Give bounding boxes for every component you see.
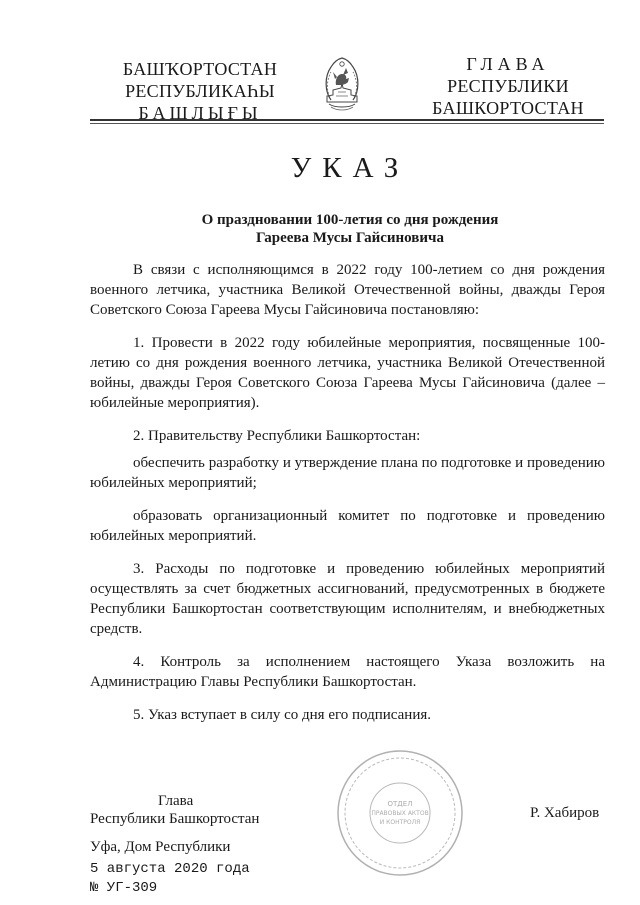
document-title: УКАЗ [290,152,410,184]
header-right-line1: ГЛАВА [466,54,550,74]
stamp-text-line2: ПРАВОВЫХ АКТОВ [371,810,429,817]
decree-number: № УГ-309 [90,880,158,896]
clause-3: 3. Расходы по подготовке и проведению юбилейных мероприятий осуществлять за счет бюджетных ассигнований, предусмотренных в бюджете Республики Башкортостан соответствующим исполнителям, и внебюджетных средств. [90,561,605,637]
header-right-line2: РЕСПУБЛИКИ [447,76,569,96]
preamble-paragraph: В связи с исполняющимся в 2022 году 100-летием со дня рождения военного летчика, участника Великой Отечественной войны, дважды Героя Советского Союза Гареева Мусы Гайсиновича постановляю: [90,262,605,318]
header-left-line1: БАШҠОРТОСТАН [122,59,278,79]
issue-date: 5 августа 2020 года [90,861,250,877]
official-stamp-icon [335,748,465,878]
clause-2-item-1: обеспечить разработку и утверждение плана по подготовке и проведению юбилейных мероприятий; [90,455,605,491]
document-subtitle [90,211,610,247]
header-bashkir-title [100,58,300,124]
stamp-text-line3: И КОНТРОЛЯ [379,819,421,826]
subtitle-line2: Гареева Мусы Гайсиновича [256,230,444,246]
signatory-title-line1: Глава [158,793,194,809]
header-rule-thick [90,119,604,121]
issue-place: Уфа, Дом Республики [90,839,231,855]
bashkortostan-emblem-icon [319,52,365,114]
header-right-line3: БАШКОРТОСТАН [432,98,584,118]
decree-body [90,260,605,732]
clause-2-item-2: образовать организационный комитет по подготовке и проведению юбилейных мероприятий. [90,508,605,544]
header-left-line3: БАШЛЫҒЫ [138,103,262,123]
signatory-title-line2: Республики Башкортостан [90,811,260,827]
clause-4: 4. Контроль за исполнением настоящего Указа возложить на Администрацию Главы Республики Башкортостан. [90,654,605,690]
header-rule-thin [90,123,604,124]
header-russian-title [420,53,596,119]
signer-name: Р. Хабиров [530,805,600,821]
clause-2: 2. Правительству Республики Башкортостан: [133,428,421,444]
header-left-line2: РЕСПУБЛИКАҺЫ [125,81,275,101]
clause-1: 1. Провести в 2022 году юбилейные мероприятия, посвященные 100-летию со дня рождения военного летчика, участника Великой Отечественной войны, дважды Героя Советского Союза Гареева Мусы Гайсиновича (далее – юбилейные мероприятия). [90,335,605,411]
signatory-title [90,792,259,828]
clause-5: 5. Указ вступает в силу со дня его подписания. [133,707,431,723]
stamp-text-line1: ОТДЕЛ [387,800,413,808]
subtitle-line1: О праздновании 100-летия со дня рождения [201,212,499,228]
